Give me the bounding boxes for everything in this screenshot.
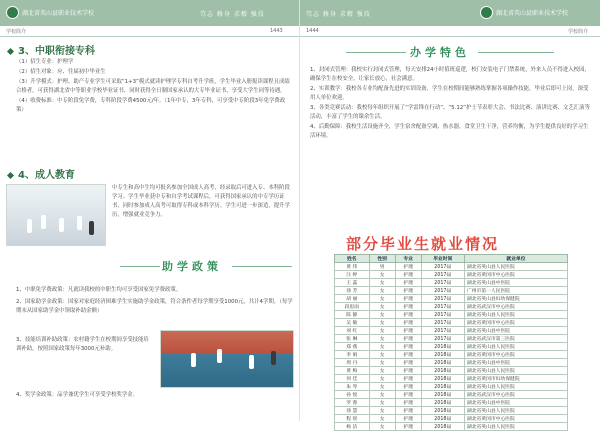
- cell-major: 护理: [395, 399, 421, 407]
- cell-employer: 湖北省武汉市中心医院: [464, 391, 567, 399]
- table-row: [335, 423, 568, 431]
- table-row: [335, 311, 568, 319]
- cell-name: 郑 燕: [335, 343, 370, 351]
- table-row: [335, 287, 568, 295]
- cell-gender: 女: [369, 319, 395, 327]
- cell-name: 段思雨: [335, 303, 370, 311]
- left-header-band: [0, 0, 300, 26]
- cell-employer: 湖北省黄冈市中心医院: [464, 415, 567, 423]
- cell-employer: 湖北省英山县人民医院: [464, 423, 567, 431]
- features-banner: 办学特色: [410, 46, 470, 59]
- table-row: [335, 399, 568, 407]
- table-row: [335, 319, 568, 327]
- cell-year: 2018届: [421, 407, 464, 415]
- cell-gender: 女: [369, 343, 395, 351]
- cell-employer: 湖北省英山县人民医院: [464, 367, 567, 375]
- cell-name: 周 丹: [335, 359, 370, 367]
- cell-name: 程 瑶: [335, 415, 370, 423]
- section3-paragraph: （3）升学模式：护理、助产专业学生可采取“1+3”模式就读护理学专科自考升学班，学生毕业入册报读课程且成绩合格者，可获得湖北省中等职业学校毕业证书，同时获得全日制国家承认的大专毕业证书，享受大学生同等待遇。: [16, 79, 290, 94]
- cell-major: 护理: [395, 423, 421, 431]
- cell-name: 吴 敏: [335, 319, 370, 327]
- cell-employer: 湖北省英山县人民医院: [464, 343, 567, 351]
- photo-figure: [249, 355, 254, 369]
- cell-major: 护理: [395, 327, 421, 335]
- features-body: [310, 66, 592, 142]
- cell-gender: 女: [369, 415, 395, 423]
- cell-major: 护理: [395, 303, 421, 311]
- divider-line: [346, 52, 406, 53]
- cell-year: 2017届: [421, 311, 464, 319]
- cell-name: 徐 慧: [335, 407, 370, 415]
- table-row: [335, 415, 568, 423]
- cell-major: 护理: [395, 319, 421, 327]
- left-subheader: [0, 27, 300, 37]
- table-row: [335, 407, 568, 415]
- photo-figure: [59, 218, 64, 232]
- column-header-major: 专业: [395, 255, 421, 263]
- cell-year: 2017届: [421, 263, 464, 271]
- cell-employer: 湖北省武汉市中心医院: [464, 303, 567, 311]
- sports-court-photo: [160, 330, 294, 388]
- cell-employer: 湖北省英山县人民医院: [464, 407, 567, 415]
- photo-figure: [89, 221, 94, 235]
- cell-major: 护理: [395, 295, 421, 303]
- divider-line: [478, 52, 554, 53]
- cell-gender: 女: [369, 359, 395, 367]
- feature-item: 4、后勤保障：我校生活设施齐全，学生宿舍配备空调、热水器，食堂卫生干净，营养均衡，为学生提供良好的学习生活环境。: [310, 124, 589, 139]
- cell-major: 护理: [395, 407, 421, 415]
- cell-name: 何 佳: [335, 375, 370, 383]
- cell-year: 2018届: [421, 343, 464, 351]
- cell-year: 2017届: [421, 303, 464, 311]
- section3-paragraph: （1）招生专业：护理学: [16, 59, 74, 65]
- section3-paragraph: （2）招生对象：应、往届初中毕业生: [16, 69, 106, 75]
- cell-employer: 广州市第一人民医院: [464, 287, 567, 295]
- cell-major: 护理: [395, 271, 421, 279]
- cell-gender: 女: [369, 407, 395, 415]
- cell-employer: 湖北省英山县人民医院: [464, 263, 567, 271]
- column-header-gender: 性别: [369, 255, 395, 263]
- cell-year: 2018届: [421, 423, 464, 431]
- cell-employer: 湖北省黄冈市中心医院: [464, 351, 567, 359]
- feature-item: 2、实训教学：我校各专业均配备先进的实训设备，学生在校期间能够熟练掌握各项操作技能，毕业后即可上岗，深受用人单位欢迎。: [310, 86, 589, 101]
- table-row: [335, 383, 568, 391]
- cell-year: 2018届: [421, 375, 464, 383]
- aid-item: 3、技能培训补助政策：农村籍学生在校期间享受技能培训补助，按照国家政策每年3000元补助。: [16, 337, 149, 352]
- photo-figure: [41, 215, 46, 229]
- cell-major: 护理: [395, 359, 421, 367]
- cell-employer: 湖北省英山县人民医院: [464, 383, 567, 391]
- divider-line: [120, 266, 160, 267]
- section3-body: [16, 58, 292, 116]
- school-name: 湖北省英山县职业技术学校: [22, 10, 95, 17]
- cell-year: 2018届: [421, 399, 464, 407]
- right-header-band: [300, 0, 600, 26]
- cell-gender: 女: [369, 311, 395, 319]
- left-header-logo-group: [6, 6, 94, 19]
- graduates-table: [334, 254, 568, 431]
- cell-gender: 女: [369, 367, 395, 375]
- cell-employer: 湖北省黄冈市中心医院: [464, 271, 567, 279]
- cell-gender: 女: [369, 327, 395, 335]
- subheader-left-text: 学校简介: [6, 29, 27, 35]
- cell-year: 2018届: [421, 367, 464, 375]
- cell-gender: 男: [369, 263, 395, 271]
- section4-paragraph: 中专生和高中生均可报名参加全国成人高考，经录取后可进入专、本科阶段学习。学生毕业获中专和自学考试课程后，可获得国家承认的中专学历证书，同时参加成人高考可取得专科或本科学历。学生可进一步深造，提升学历，增强就业竞争力。: [112, 185, 290, 218]
- cell-major: 护理: [395, 383, 421, 391]
- cell-major: 护理: [395, 351, 421, 359]
- school-logo-icon: [6, 6, 19, 19]
- school-name: 湖北省英山县职业技术学校: [496, 10, 569, 17]
- aid-item: 4、奖学金政策：品学兼优学生可享受学校奖学金。: [16, 392, 139, 398]
- cell-gender: 女: [369, 303, 395, 311]
- cell-employer: 湖北省黄冈市中心医院: [464, 319, 567, 327]
- subheader-right-text: 学校简介: [568, 29, 589, 35]
- cell-gender: 女: [369, 271, 395, 279]
- cell-name: 朱 琴: [335, 383, 370, 391]
- cell-employer: 湖北省英山县中医院: [464, 327, 567, 335]
- cell-employer: 湖北省英山县中医院: [464, 399, 567, 407]
- cell-name: 王 蕊: [335, 279, 370, 287]
- table-row: [335, 271, 568, 279]
- table-row: [335, 367, 568, 375]
- cell-major: 护理: [395, 343, 421, 351]
- cell-employer: 湖北省英山县妇幼保健院: [464, 295, 567, 303]
- cell-employer: 湖北省武汉市第三医院: [464, 335, 567, 343]
- section4-body: [112, 184, 292, 221]
- cell-gender: 女: [369, 399, 395, 407]
- cell-name: 陈 静: [335, 311, 370, 319]
- cell-year: 2018届: [421, 391, 464, 399]
- table-row: [335, 279, 568, 287]
- table-row: [335, 295, 568, 303]
- cell-year: 2017届: [421, 295, 464, 303]
- cell-name: 汪 婷: [335, 271, 370, 279]
- table-body: [335, 263, 568, 431]
- photo-figure: [27, 219, 32, 233]
- table-row: [335, 343, 568, 351]
- header-tagline: 笃志 修身 求精 强技: [200, 11, 265, 18]
- table-row: [335, 351, 568, 359]
- table-header-row: [335, 255, 568, 263]
- cell-name: 杨 洁: [335, 423, 370, 431]
- lab-training-photo: [6, 184, 106, 246]
- cell-gender: 女: [369, 383, 395, 391]
- cell-name: 张 琳: [335, 335, 370, 343]
- cell-employer: 湖北省英山县中医院: [464, 359, 567, 367]
- cell-employer: 湖北省英山县人民医院: [464, 311, 567, 319]
- cell-year: 2017届: [421, 279, 464, 287]
- cell-gender: 女: [369, 279, 395, 287]
- cell-name: 孙 悦: [335, 391, 370, 399]
- cell-gender: 女: [369, 295, 395, 303]
- cell-employer: 湖北省黄冈市妇幼保健院: [464, 375, 567, 383]
- photo-figure: [77, 216, 82, 230]
- section3-paragraph: （4）收费标准：中专阶段免学费，专科阶段学费4500元/年。（1年中专，3年专科，可享受中专阶段3年免学费政策）: [16, 98, 286, 113]
- table-row: [335, 375, 568, 383]
- column-header-employer: 就业单位: [464, 255, 567, 263]
- cell-year: 2018届: [421, 359, 464, 367]
- table-row: [335, 391, 568, 399]
- header-tagline: 笃志 修身 求精 强技: [306, 11, 371, 18]
- feature-item: 3、各类竞赛活动：我校每年组织开展了“学雷锋在行动”、“5.12”护士节表彰大会、书法比赛、演讲比赛、文艺汇演等活动，丰富了学生的课余生活。: [310, 105, 590, 120]
- employment-banner: 部分毕业生就业情况: [346, 235, 500, 253]
- aid-policy-banner: 助学政策: [162, 260, 222, 273]
- cell-year: 2018届: [421, 351, 464, 359]
- cell-year: 2017届: [421, 319, 464, 327]
- cell-name: 胡 丽: [335, 295, 370, 303]
- left-page: [0, 0, 300, 421]
- cell-employer: 湖北省英山县中医院: [464, 279, 567, 287]
- cell-name: 罗 蓉: [335, 399, 370, 407]
- cell-year: 2018届: [421, 415, 464, 423]
- section4-title: 4、成人教育: [8, 166, 75, 181]
- cell-major: 护理: [395, 311, 421, 319]
- aid-item: 2、国家助学金政策：国家对家庭经济困难学生实施助学金政策，符合条件者每学期享受1000元，共计4学期。（每学期末从国家助学金中领取补助金额）: [16, 299, 293, 314]
- cell-major: 护理: [395, 287, 421, 295]
- cell-major: 护理: [395, 367, 421, 375]
- aid-item: 1、中职免学费政策：凡就读我校的中职生均可享受国家免学费政策。: [16, 287, 182, 293]
- subheader-right-text: 1443: [270, 28, 283, 34]
- cell-major: 护理: [395, 263, 421, 271]
- cell-gender: 女: [369, 423, 395, 431]
- right-page: [300, 0, 600, 430]
- column-header-name: 姓名: [335, 255, 370, 263]
- cell-gender: 女: [369, 287, 395, 295]
- cell-year: 2017届: [421, 271, 464, 279]
- table-row: [335, 359, 568, 367]
- cell-gender: 女: [369, 351, 395, 359]
- photo-figure: [271, 351, 276, 365]
- cell-name: 徐 芳: [335, 287, 370, 295]
- school-logo-icon: [480, 6, 493, 19]
- section3-title: 3、中职衔接专科: [8, 42, 95, 57]
- subheader-left-text: 1444: [306, 28, 319, 34]
- table-row: [335, 335, 568, 343]
- cell-major: 护理: [395, 415, 421, 423]
- right-subheader: [300, 27, 600, 37]
- cell-year: 2018届: [421, 383, 464, 391]
- cell-name: 刘 红: [335, 327, 370, 335]
- cell-name: 黄 梅: [335, 367, 370, 375]
- cell-gender: 女: [369, 391, 395, 399]
- cell-name: 黄 伟: [335, 263, 370, 271]
- divider-line: [232, 266, 292, 267]
- table-row: [335, 327, 568, 335]
- cell-major: 护理: [395, 391, 421, 399]
- cell-name: 李 娟: [335, 351, 370, 359]
- table-row: [335, 303, 568, 311]
- cell-major: 护理: [395, 279, 421, 287]
- feature-item: 1、封闭式管理：我校实行封闭式管理，每天安排24小时值班巡逻，校门安装电子门禁系统，外来人员不得进入校园，确保学生在校安全，让家长放心，社会满意。: [310, 67, 590, 82]
- cell-year: 2017届: [421, 327, 464, 335]
- photo-figure: [217, 349, 222, 363]
- cell-major: 护理: [395, 335, 421, 343]
- cell-year: 2017届: [421, 335, 464, 343]
- cell-year: 2017届: [421, 287, 464, 295]
- right-header-logo-group: [480, 6, 568, 19]
- cell-gender: 女: [369, 375, 395, 383]
- cell-major: 护理: [395, 375, 421, 383]
- column-header-year: 毕业时间: [421, 255, 464, 263]
- table-row: [335, 263, 568, 271]
- photo-figure: [191, 353, 196, 367]
- cell-gender: 女: [369, 335, 395, 343]
